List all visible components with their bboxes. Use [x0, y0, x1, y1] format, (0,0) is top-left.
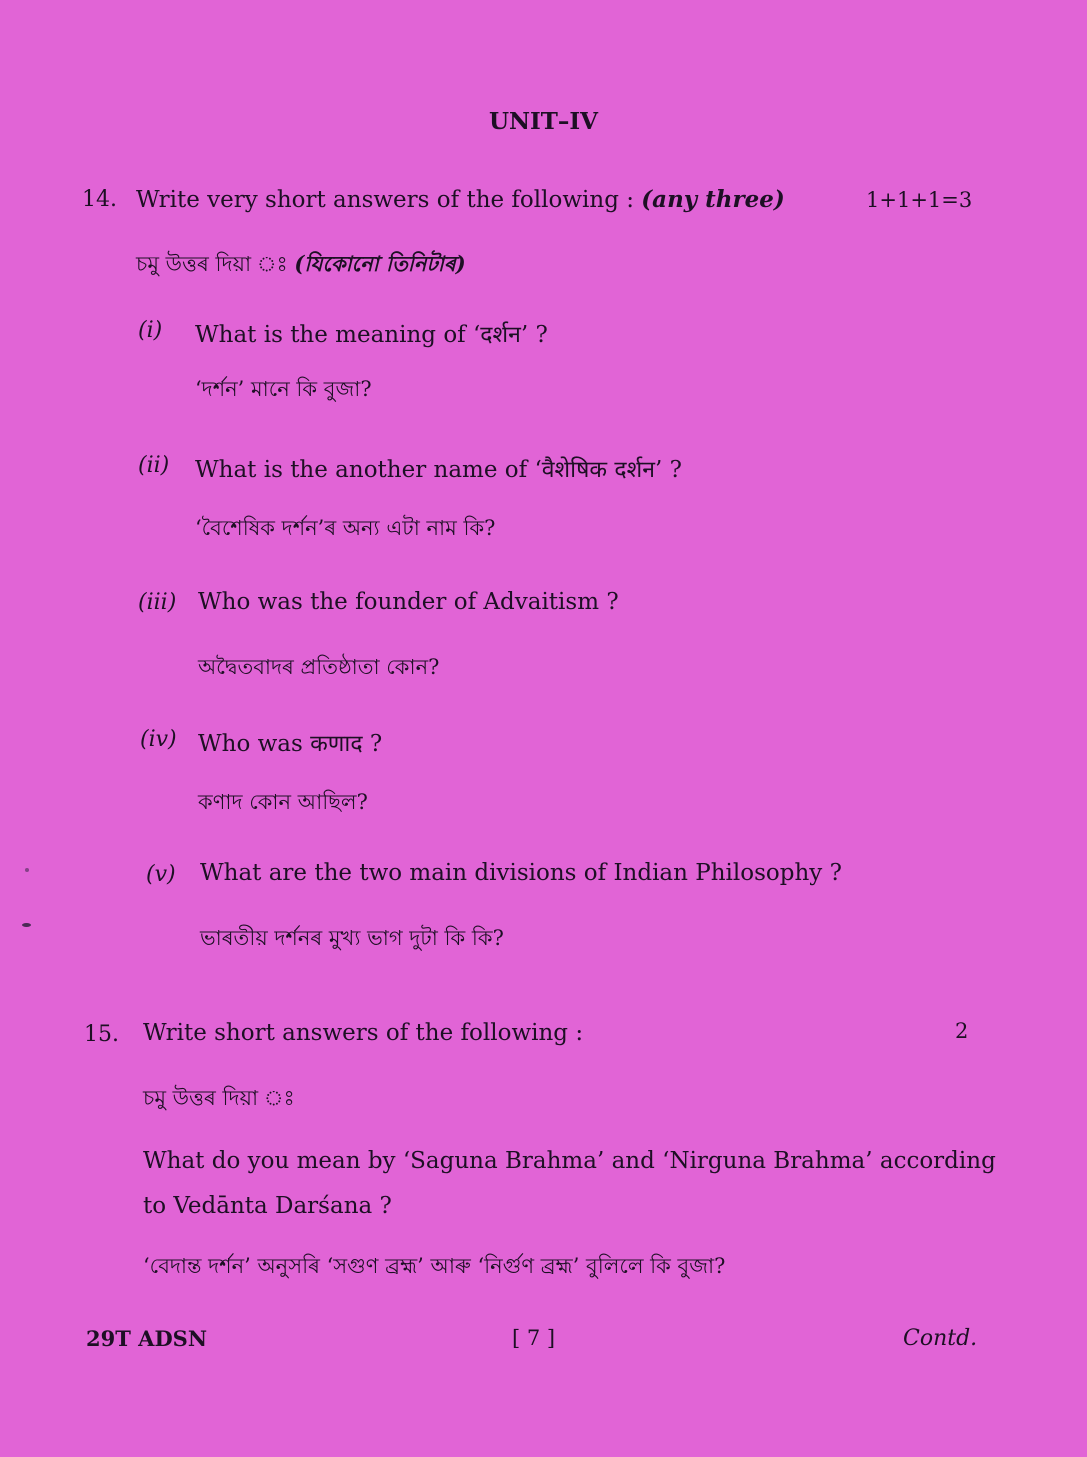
item-text-en: What are the two main divisions of Indian Philosophy ?	[200, 860, 842, 886]
item-text-en: Who was कणाद ?	[198, 731, 383, 757]
question-15-number: 15.	[84, 1022, 119, 1047]
item-label: (i)	[138, 318, 163, 343]
question-15-body-line2: to Vedānta Darśana ?	[143, 1193, 392, 1219]
footer-page-number: [ 7 ]	[512, 1326, 556, 1350]
question-14-text-bn-main: চমু উত্তৰ দিয়া ঃ	[136, 252, 295, 276]
item-text-en: What is the meaning of ‘दर्शन’ ?	[195, 322, 548, 348]
unit-title: UNIT–IV	[488, 108, 599, 135]
footer-contd: Contd.	[903, 1326, 978, 1351]
question-15-marks: 2	[955, 1019, 969, 1043]
item-text-bn: ‘দৰ্শন’ মানে কি বুজা?	[195, 377, 372, 401]
question-14-marks: 1+1+1=3	[866, 188, 973, 212]
question-15-body-line1: What do you mean by ‘Saguna Brahma’ and ‘Nirguna Brahma’ according	[143, 1148, 996, 1174]
item-text-bn: ভাৰতীয় দৰ্শনৰ মুখ্য ভাগ দুটা কি কি?	[200, 926, 504, 950]
question-14-text	[136, 186, 785, 213]
item-text-en: Who was the founder of Advaitism ?	[198, 589, 619, 615]
item-text-bn: ‘বৈশেষিক দৰ্শন’ৰ অন্য এটা নাম কি?	[195, 516, 496, 540]
question-15-body-bn: ‘বেদান্ত দৰ্শন’ অনুসৰি ‘সগুণ ব্ৰহ্ম’ আৰু ‘নিৰ্গুণ ব্ৰহ্ম’ বুলিলে কি বুজা?	[143, 1254, 726, 1278]
question-14-text-bn	[136, 248, 466, 283]
item-label: (v)	[146, 862, 176, 887]
question-15-text-bn: চমু উত্তৰ দিয়া ঃ	[143, 1086, 295, 1110]
question-14-text-main: Write very short answers of the following :	[136, 187, 642, 213]
question-14-number: 14.	[82, 187, 117, 212]
item-label: (iv)	[140, 727, 177, 752]
item-label: (ii)	[138, 453, 170, 478]
question-14-text-bn-emphasis: (যিকোনো তিনিটাৰ)	[294, 251, 466, 276]
margin-speck	[22, 923, 31, 927]
item-label: (iii)	[138, 590, 177, 615]
item-text-bn: অদ্বৈতবাদৰ প্ৰতিষ্ঠাতা কোন?	[198, 655, 440, 679]
question-15-text: Write short answers of the following :	[143, 1020, 584, 1046]
footer-code: 29T ADSN	[86, 1326, 208, 1351]
margin-speck	[25, 868, 29, 872]
question-14-text-emphasis: (any three)	[641, 186, 785, 213]
item-text-en: What is the another name of ‘वैशेषिक दर्शन’ ?	[195, 457, 682, 483]
item-text-bn: কণাদ কোন আছিল?	[198, 790, 368, 814]
